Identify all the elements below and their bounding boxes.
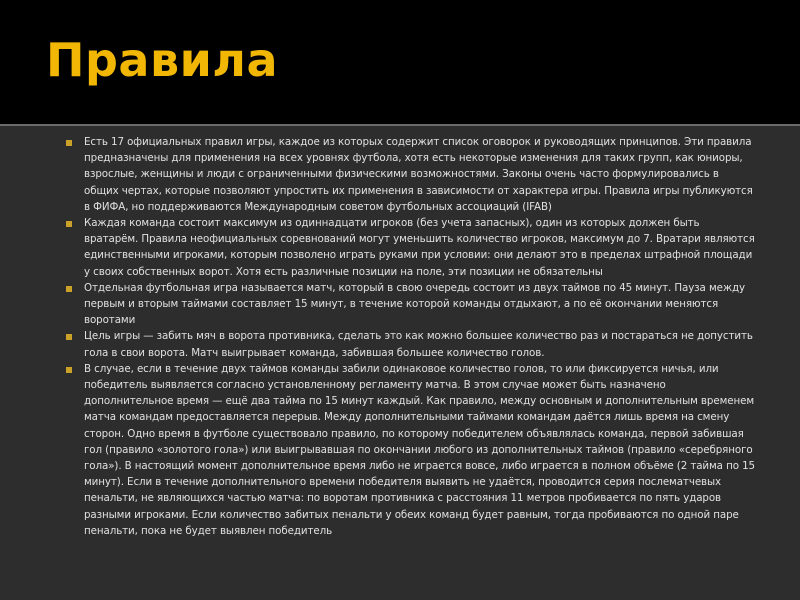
bullet-text: Цель игры — забить мяч в ворота противника, сделать это как можно большее количество раз и постараться не допустить гола в свои ворота. Матч выигрывает команда, забившая большее количество голов. (84, 330, 753, 359)
bullet-square-icon (66, 334, 72, 340)
bullet-item (66, 134, 756, 215)
slide-title: Правила (46, 33, 279, 87)
bullet-text: В случае, если в течение двух таймов команды забили одинаковое количество голов, то или фиксируется ничья, или победитель выявляется согласно установленному регламенту матча. В этом случае может быть назначено дополнительное время — ещё два тайма по 15 минут каждый. Как правило, между основным и дополнительным временем матча командам предоставляется перерыв. Между дополнительными таймами командам даётся лишь время на смену сторон. Одно время в футболе существовало правило, по которому победителем объявлялась команда, первой забившая гол (правило «золотого гола») или выигрывавшая по окончании любого из дополнительных таймов (правило «серебряного гола»). В настоящий момент дополнительное время либо не играется вовсе, либо играется в полном объёме (2 тайма по 15 минут). Если в течение дополнительного времени победителя выявить не удаётся, проводится серия послематчевых пенальти, не являющихся частью матча: по воротам противника с расстояния 11 метров пробивается по пять ударов разными игроками. Если количество забитых пенальти у обеих команд будет равным, тогда пробиваются по одной паре пенальти, пока не будет выявлен победитель (84, 362, 755, 537)
bullet-item (66, 361, 756, 539)
title-band (0, 0, 800, 126)
bullet-square-icon (66, 140, 72, 146)
bullet-item (66, 215, 756, 280)
bullet-text: Отдельная футбольная игра называется матч, который в свою очередь состоит из двух таймов по 45 минут. Пауза между первым и вторым таймами составляет 15 минут, в течение которой команды отдыхают, а по её окончании меняются воротами (84, 281, 746, 327)
bullet-square-icon (66, 286, 72, 292)
bullet-square-icon (66, 221, 72, 227)
bullet-item (66, 328, 756, 360)
bullet-text: Есть 17 официальных правил игры, каждое из которых содержит список оговорок и руководящих принципов. Эти правила предназначены для применения на всех уровнях футбола, хотя есть некоторые изменения для таких групп, как юниоры, взрослые, женщины и люди с ограниченными физическими возможностями. Законы очень часто формулировались в общих чертах, которые позволяют упростить их применения в зависимости от характера игры. Правила игры публикуются в ФИФА, но поддерживаются Международным советом футбольных ассоциаций (IFAB) (84, 136, 753, 213)
bullet-square-icon (66, 367, 72, 373)
bullet-text: Каждая команда состоит максимум из одиннадцати игроков (без учета запасных), один из которых должен быть вратарём. Правила неофициальных соревнований могут уменьшить количество игроков, максимум до 7. Вратари являются единственными игроками, которым позволено играть руками при условии: они делают это в пределах штрафной площади у своих собственных ворот. Хотя есть различные позиции на поле, эти позиции не обязательны (84, 217, 755, 278)
bullet-list (66, 134, 756, 539)
bullet-item (66, 280, 756, 329)
